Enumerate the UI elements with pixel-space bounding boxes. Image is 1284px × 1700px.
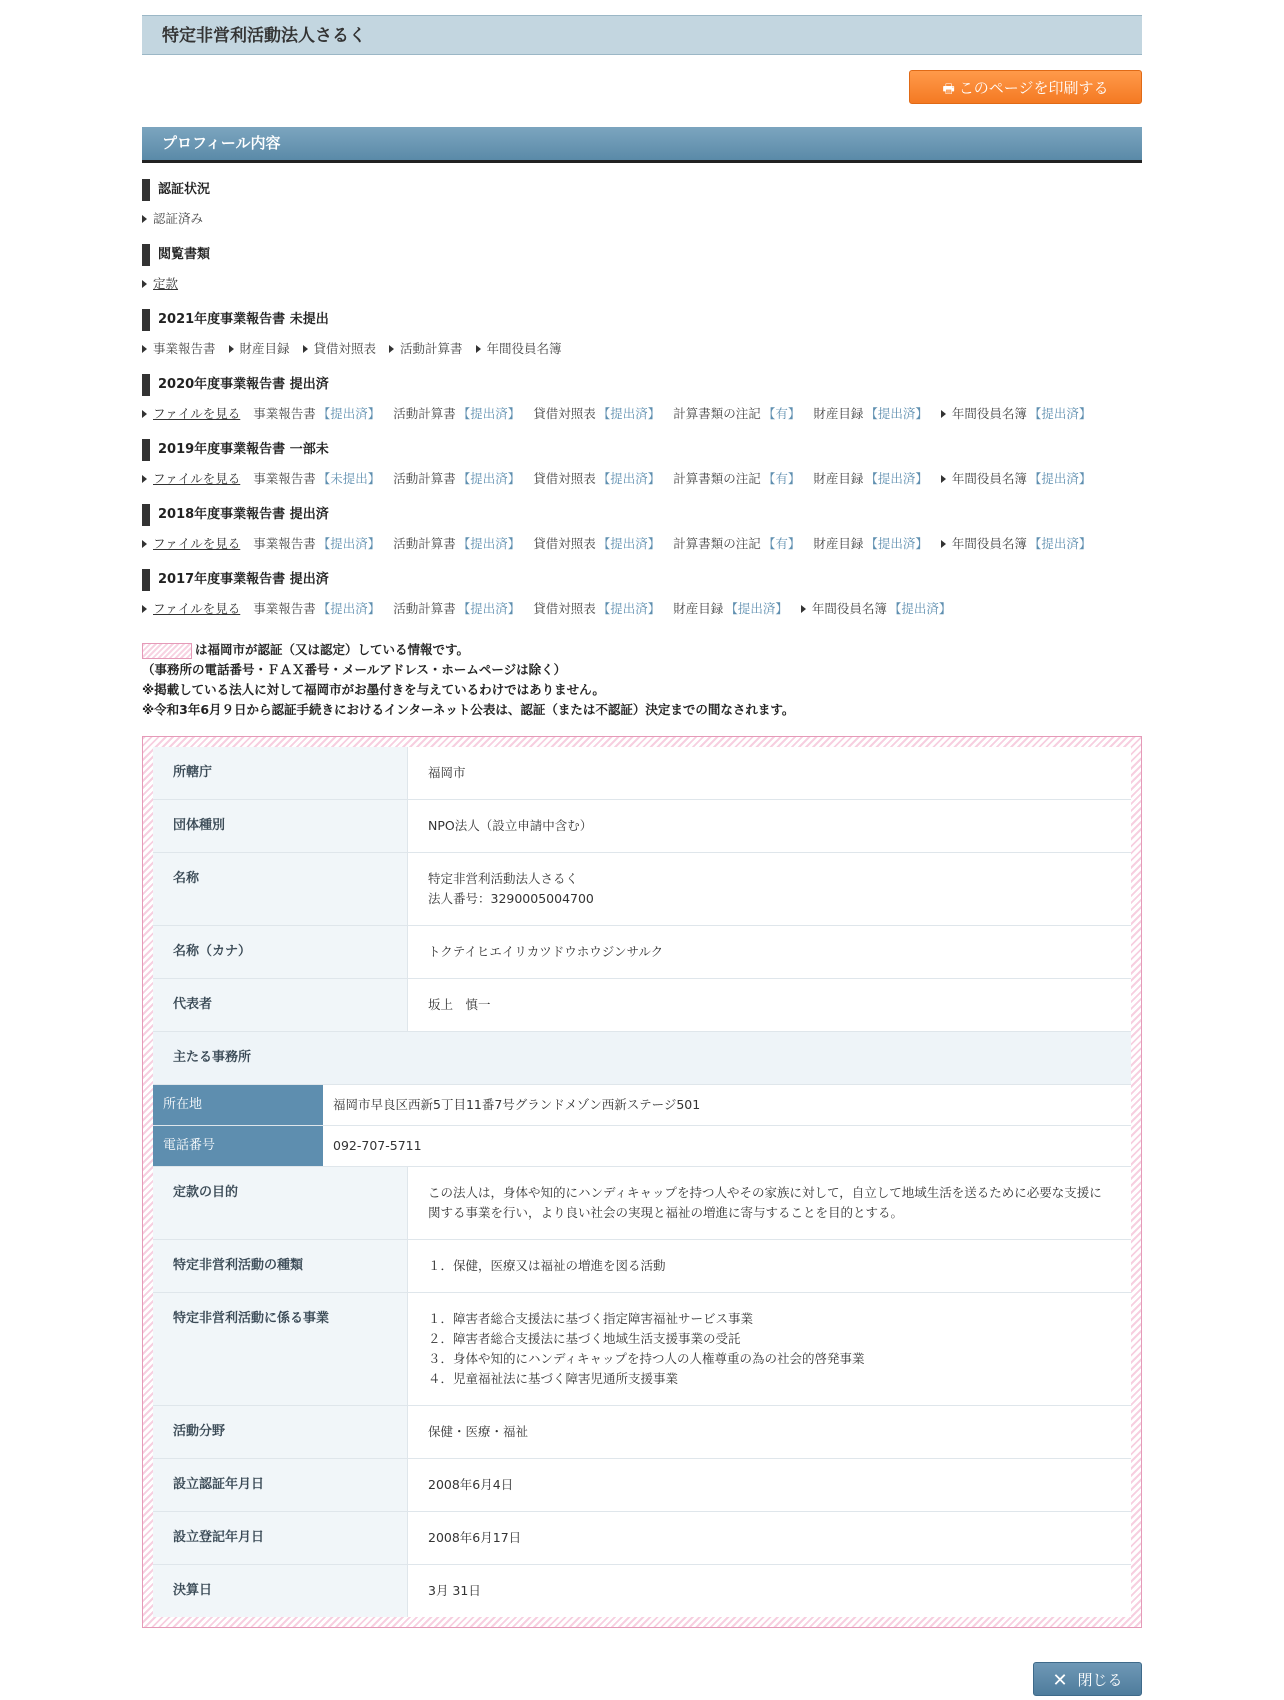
view-file-link[interactable]: ファイルを見る (153, 601, 241, 616)
report-item-label: 事業報告書 (253, 536, 316, 551)
profile-table (153, 747, 1131, 1617)
certification-notes (142, 640, 1142, 720)
close-button-label: 閉じる (1077, 1671, 1123, 1689)
documents-block (142, 244, 1142, 293)
row-label: 設立登記年月日 (153, 1512, 408, 1564)
report-item-label: 貸借対照表 (533, 406, 596, 421)
report-item-label: 年間役員名簿 (951, 406, 1027, 421)
report-item: 財産目録 (239, 341, 290, 356)
report-item-label: 計算書類の注記 (673, 471, 761, 486)
close-icon: ✕ (1052, 1670, 1068, 1691)
bullet-arrow-icon (389, 345, 394, 353)
phone-value: 092-707-5711 (333, 1138, 422, 1153)
cert-status-heading: 認証状況 (142, 179, 1142, 201)
report-item-label: 財産目録 (813, 471, 864, 486)
report-2017-heading: 2017年度事業報告書 提出済 (142, 569, 1142, 591)
report-item-label: 財産目録 (673, 601, 724, 616)
report-2018-heading: 2018年度事業報告書 提出済 (142, 504, 1142, 526)
row-value: 坂上 慎一 (428, 997, 491, 1012)
report-item-label: 財産目録 (813, 536, 864, 551)
note-line-1: は福岡市が認証（又は認定）している情報です。 (195, 642, 470, 657)
report-item-status: 【有】 (762, 471, 801, 486)
page-title: 特定非営利活動法人さるく (142, 15, 1142, 55)
report-item-status: 【有】 (762, 536, 801, 551)
phone-label: 電話番号 (153, 1126, 323, 1166)
row-value (408, 853, 1131, 925)
view-file-link[interactable]: ファイルを見る (153, 406, 241, 421)
row-value: トクテイヒエイリカツドウホウジンサルク (428, 944, 664, 959)
report-item: 年間役員名簿 (486, 341, 562, 356)
bullet-arrow-icon (941, 410, 946, 418)
row-value: この法人は，身体や知的にハンディキャップを持つ人やその家族に対して，自立して地域生活を送るために必要な支援に関する事業を行い，より良い社会の実現と福祉の増進に寄与することを目的とする。 (428, 1185, 1102, 1220)
report-item-status: 【提出済】 (865, 536, 928, 551)
report-2019-block (142, 439, 1142, 488)
bullet-arrow-icon (142, 215, 147, 223)
row-value (408, 1293, 1131, 1405)
bullet-arrow-icon (142, 280, 147, 288)
row-label: 名称 (153, 853, 408, 925)
profile-section-title: プロフィール内容 (142, 127, 1142, 163)
table-row (153, 1240, 1131, 1293)
articles-link[interactable]: 定款 (153, 276, 179, 291)
bullet-arrow-icon (142, 345, 147, 353)
row-value: 福岡市 (428, 765, 466, 780)
report-item: 活動計算書 (400, 341, 463, 356)
table-row (153, 1032, 1131, 1085)
bullet-arrow-icon (142, 540, 147, 548)
report-item-label: 計算書類の注記 (673, 536, 761, 551)
report-item-status: 【有】 (762, 406, 801, 421)
report-item-status: 【提出済】 (597, 601, 661, 616)
report-2019-heading: 2019年度事業報告書 一部未 (142, 439, 1142, 461)
row-label: 特定非営利活動に係る事業 (153, 1293, 408, 1405)
table-row (153, 1126, 1131, 1167)
close-button[interactable] (1033, 1662, 1142, 1696)
bullet-arrow-icon (941, 475, 946, 483)
report-item-status: 【提出済】 (457, 471, 521, 486)
report-item-label: 事業報告書 (253, 471, 316, 486)
cert-status-value: 認証済み (153, 211, 204, 226)
bullet-arrow-icon (941, 540, 946, 548)
report-item-status: 【提出済】 (597, 471, 661, 486)
address-label: 所在地 (153, 1085, 323, 1125)
bullet-arrow-icon (142, 475, 147, 483)
report-item-label: 活動計算書 (393, 536, 456, 551)
cert-status-block (142, 179, 1142, 228)
project-item: ４．児童福祉法に基づく障害児通所支援事業 (428, 1371, 679, 1386)
report-item-label: 貸借対照表 (533, 536, 596, 551)
table-row (153, 1512, 1131, 1565)
office-heading: 主たる事務所 (153, 1032, 1131, 1084)
row-value: 3月 31日 (428, 1583, 481, 1598)
report-item-label: 財産目録 (813, 406, 864, 421)
page-wrapper (142, 0, 1142, 1698)
bullet-arrow-icon (142, 410, 147, 418)
table-row (153, 926, 1131, 979)
bullet-arrow-icon (142, 605, 147, 613)
print-button-label: このページを印刷する (958, 79, 1109, 97)
report-item-status: 【提出済】 (888, 601, 952, 616)
documents-heading: 閲覧書類 (142, 244, 1142, 266)
print-button[interactable] (909, 70, 1142, 104)
report-item-status: 【提出済】 (1028, 471, 1092, 486)
report-item-label: 貸借対照表 (533, 601, 596, 616)
row-value: 2008年6月17日 (428, 1530, 522, 1545)
report-item: 貸借対照表 (313, 341, 377, 356)
project-item: ２．障害者総合支援法に基づく地域生活支援事業の受託 (428, 1331, 741, 1346)
certified-legend-swatch (142, 643, 192, 659)
report-item-status: 【提出済】 (597, 536, 661, 551)
report-item-label: 活動計算書 (393, 601, 456, 616)
report-2021-heading: 2021年度事業報告書 未提出 (142, 309, 1142, 331)
row-label: 定款の目的 (153, 1167, 408, 1239)
report-item-status: 【提出済】 (725, 601, 788, 616)
corporate-number: 法人番号：3290005004700 (428, 891, 594, 906)
report-item-status: 【提出済】 (1028, 406, 1092, 421)
row-label: 設立認証年月日 (153, 1459, 408, 1511)
report-item-status: 【提出済】 (1028, 536, 1092, 551)
row-value: １．保健，医療又は福祉の増進を図る活動 (428, 1258, 666, 1273)
table-row (153, 747, 1131, 800)
note-line-3: ※掲載している法人に対して福岡市がお墨付きを与えているわけではありません。 (142, 682, 605, 697)
table-row (153, 1565, 1131, 1617)
table-row (153, 1459, 1131, 1512)
report-2020-heading: 2020年度事業報告書 提出済 (142, 374, 1142, 396)
report-item-status: 【提出済】 (457, 536, 521, 551)
report-item-label: 活動計算書 (393, 471, 456, 486)
row-value: 2008年6月4日 (428, 1477, 514, 1492)
row-value: NPO法人（設立申請中含む） (428, 818, 593, 833)
row-label: 決算日 (153, 1565, 408, 1617)
address-value: 福岡市早良区西新5丁目11番7号グランドメゾン西新ステージ501 (333, 1097, 701, 1112)
table-row (153, 800, 1131, 853)
certified-info-frame (142, 736, 1142, 1628)
row-label: 特定非営利活動の種類 (153, 1240, 408, 1292)
report-2021-block (142, 309, 1142, 358)
print-row (142, 55, 1142, 127)
report-item-status: 【提出済】 (457, 406, 521, 421)
report-item-label: 年間役員名簿 (951, 536, 1027, 551)
view-file-link[interactable]: ファイルを見る (153, 471, 241, 486)
project-item: １．障害者総合支援法に基づく指定障害福祉サービス事業 (428, 1311, 754, 1326)
note-line-4: ※令和3年6月９日から認証手続きにおけるインターネット公表は、認証（または不認証）決定までの間なされます。 (142, 702, 795, 717)
row-label: 活動分野 (153, 1406, 408, 1458)
report-item-status: 【提出済】 (317, 406, 381, 421)
row-label: 所轄庁 (153, 747, 408, 799)
report-item-label: 年間役員名簿 (811, 601, 887, 616)
report-item-status: 【未提出】 (317, 471, 381, 486)
close-row (142, 1628, 1142, 1698)
report-2018-block (142, 504, 1142, 553)
report-2020-block (142, 374, 1142, 423)
table-row (153, 1406, 1131, 1459)
row-value: 保健・医療・福祉 (428, 1424, 529, 1439)
note-line-2: （事務所の電話番号・ＦＡＸ番号・メールアドレス・ホームページは除く） (142, 662, 567, 677)
table-row (153, 1085, 1131, 1126)
report-item-label: 貸借対照表 (533, 471, 596, 486)
report-item-label: 年間役員名簿 (951, 471, 1027, 486)
report-item-label: 事業報告書 (253, 601, 316, 616)
report-item-status: 【提出済】 (865, 406, 928, 421)
report-item-status: 【提出済】 (317, 536, 381, 551)
printer-icon: 🖶 (942, 82, 955, 97)
table-row (153, 1293, 1131, 1406)
report-item-status: 【提出済】 (865, 471, 928, 486)
row-label: 代表者 (153, 979, 408, 1031)
report-item-status: 【提出済】 (317, 601, 381, 616)
table-row (153, 853, 1131, 926)
row-label: 名称（カナ） (153, 926, 408, 978)
bullet-arrow-icon (229, 345, 234, 353)
bullet-arrow-icon (801, 605, 806, 613)
row-label: 団体種別 (153, 800, 408, 852)
report-2017-block (142, 569, 1142, 618)
report-item-label: 活動計算書 (393, 406, 456, 421)
table-row (153, 1167, 1131, 1240)
report-item-status: 【提出済】 (457, 601, 521, 616)
report-item-label: 事業報告書 (253, 406, 316, 421)
report-item: 事業報告書 (153, 341, 216, 356)
table-row (153, 979, 1131, 1032)
org-name: 特定非営利活動法人さるく (428, 871, 579, 886)
project-item: ３．身体や知的にハンディキャップを持つ人の人権尊重の為の社会的啓発事業 (428, 1351, 865, 1366)
report-item-status: 【提出済】 (597, 406, 661, 421)
bullet-arrow-icon (476, 345, 481, 353)
report-item-label: 計算書類の注記 (673, 406, 761, 421)
view-file-link[interactable]: ファイルを見る (153, 536, 241, 551)
bullet-arrow-icon (303, 345, 308, 353)
